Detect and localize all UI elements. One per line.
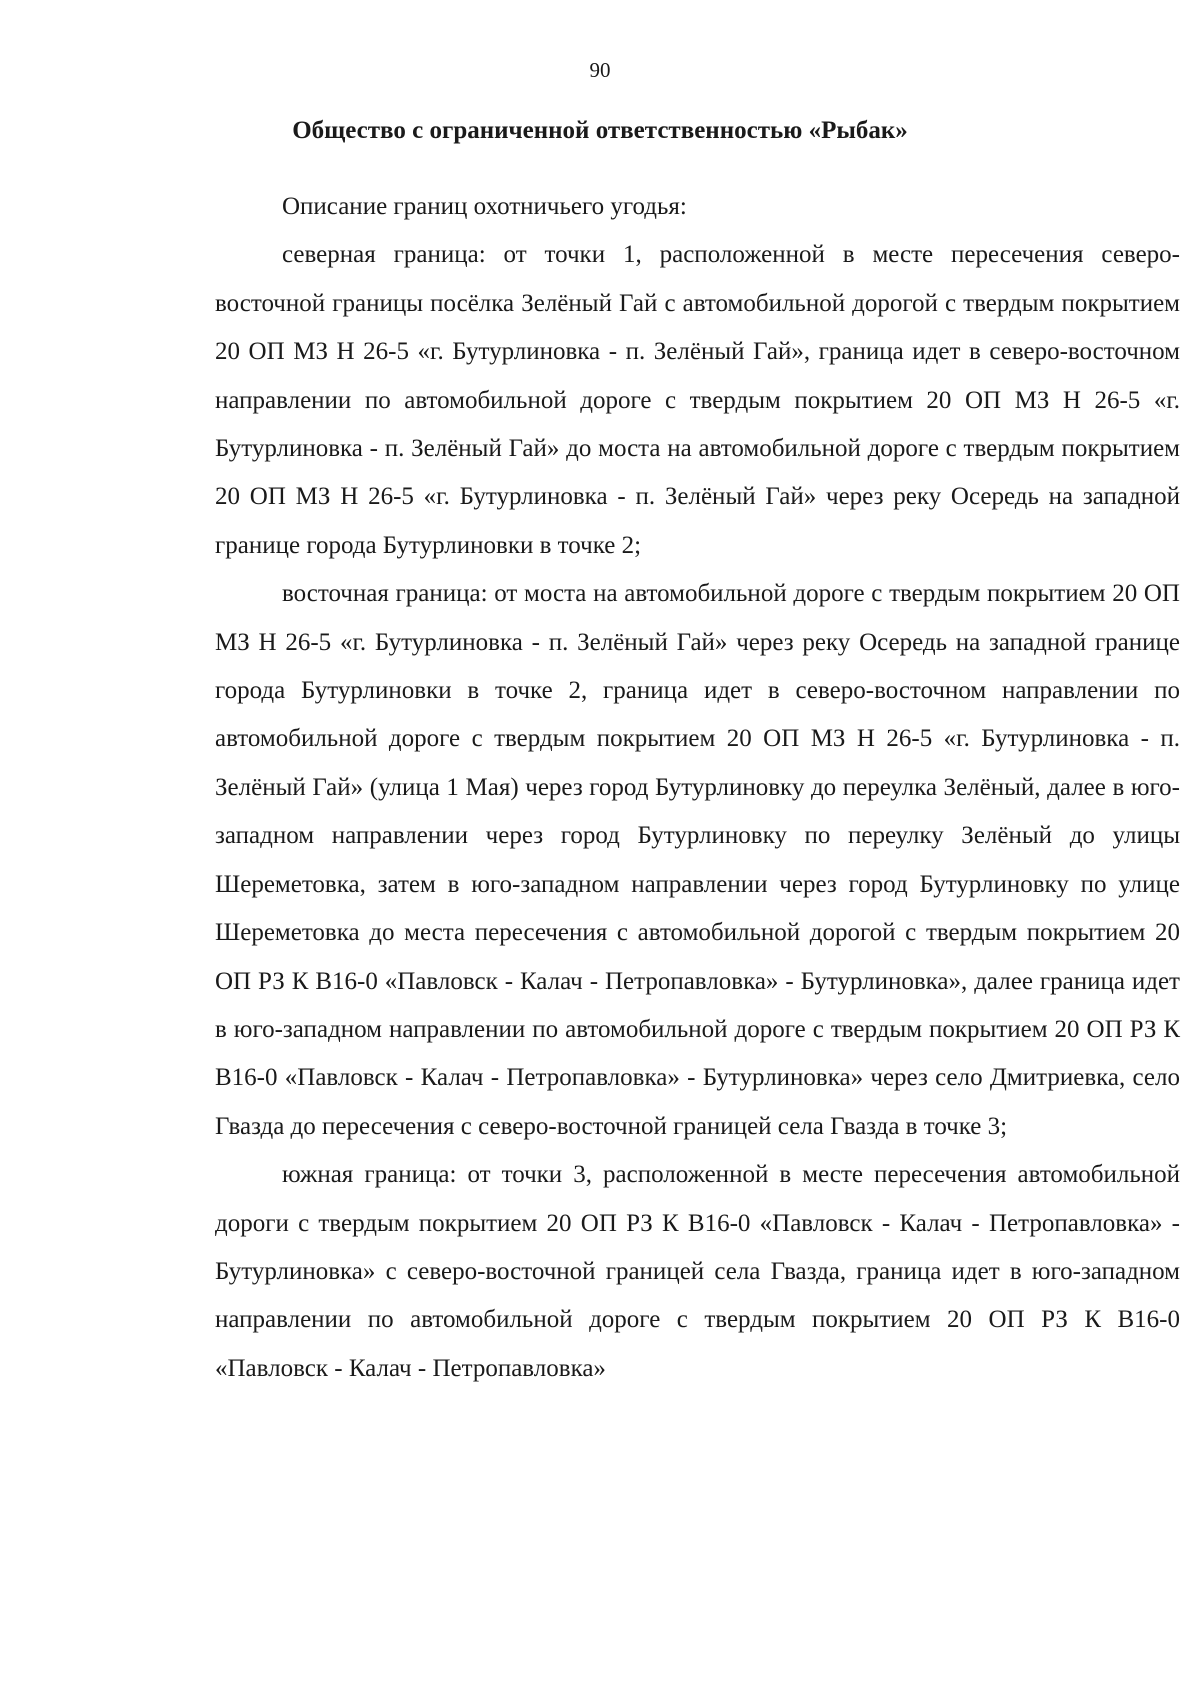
document-body: [215, 183, 1180, 1393]
north-boundary-paragraph: северная граница: от точки 1, расположенной в месте пересечения северо-восточной границы посёлка Зелёный Гай с автомобильной дорогой с твердым покрытием 20 ОП МЗ Н 26-5 «г. Бутурлиновка - п. Зелёный Гай», граница идет в северо-восточном направлении по автомобильной дороге с твердым покрытием 20 ОП МЗ Н 26-5 «г. Бутурлиновка - п. Зелёный Гай» до моста на автомобильной дороге с твердым покрытием 20 ОП МЗ Н 26-5 «г. Бутурлиновка - п. Зелёный Гай» через реку Осередь на западной границе города Бутурлиновки в точке 2;: [215, 241, 1180, 559]
document-title: Общество с ограниченной ответственностью «Рыбак»: [292, 117, 908, 144]
page-number: 90: [589, 58, 611, 82]
south-boundary-paragraph: южная граница: от точки 3, расположенной в месте пересечения автомобильной дороги с твердым покрытием 20 ОП РЗ К В16-0 «Павловск - Калач - Петропавловка» - Бутурлиновка» с северо-восточной границей села Гвазда, граница идет в юго-западном направлении по автомобильной дороге с твердым покрытием 20 ОП РЗ К В16-0 «Павловск - Калач - Петропавловка»: [215, 1161, 1180, 1382]
intro-paragraph: Описание границ охотничьего угодья:: [282, 193, 687, 220]
east-boundary-paragraph: восточная граница: от моста на автомобильной дороге с твердым покрытием 20 ОП МЗ Н 26-5 «г. Бутурлиновка - п. Зелёный Гай» через реку Осередь на западной границе города Бутурлиновки в точке 2, граница идет в северо-восточном направлении по автомобильной дороге с твердым покрытием 20 ОП МЗ Н 26-5 «г. Бутурлиновка - п. Зелёный Гай» (улица 1 Мая) через город Бутурлиновку до переулка Зелёный, далее в юго-западном направлении через город Бутурлиновку по переулку Зелёный до улицы Шереметовка, затем в юго-западном направлении через город Бутурлиновку по улице Шереметовка до места пересечения с автомобильной дорогой с твердым покрытием 20 ОП РЗ К В16-0 «Павловск - Калач - Петропавловка» - Бутурлиновка», далее граница идет в юго-западном направлении по автомобильной дороге с твердым покрытием 20 ОП РЗ К В16-0 «Павловск - Калач - Петропавловка» - Бутурлиновка» через село Дмитриевка, село Гвазда до пересечения с северо-восточной границей села Гвазда в точке 3;: [215, 580, 1180, 1140]
